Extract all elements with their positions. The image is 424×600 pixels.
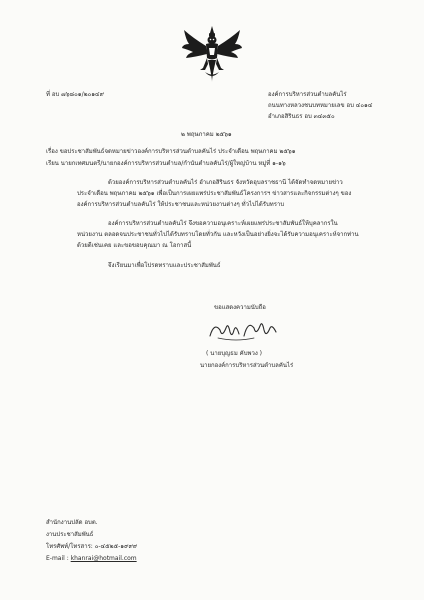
footer-office: สำนักงานปลัด อบต. — [46, 519, 98, 526]
email-link[interactable]: khanrai@hotmail.com — [70, 555, 137, 562]
org-name-line: องค์การบริหารส่วนตำบลคันไร่ — [268, 91, 347, 98]
paragraph2-line: หน่วยงาน ตลอดจนประชาชนทั่วไปได้รับทราบโดยทั่วกัน และหวังเป็นอย่างยิ่งจะได้รับความอนุเคราะห์จากท่าน — [77, 231, 359, 238]
garuda-emblem-icon — [181, 24, 243, 84]
paragraph1-line: ประจำเดือน พฤษภาคม ๒๕๖๑ เพื่อเป็นการเผยแพร่ประชาสัมพันธ์โครงการฯ ข่าวสารและกิจกรรมต่างๆ ของ — [77, 190, 352, 197]
paragraph1-line: ด้วยองค์การบริหารส่วนตำบลคันไร่ อำเภอสิรินธร จังหวัดอุบลราชธานี ได้จัดทำจดหมายข่าว — [108, 179, 343, 186]
footer-section: งานประชาสัมพันธ์ — [46, 531, 94, 538]
signatory-name: ( นายบุญธม คับพวง ) — [206, 350, 263, 357]
letter-subject: เรื่อง ขอประชาสัมพันธ์จดหมายข่าวองค์การบริหารส่วนตำบลคันไร่ ประจำเดือน พฤษภาคม ๒๕๖๑ — [46, 148, 296, 155]
org-address-line: ถนนทางหลวงชนบทหมายเลข อบ ๔๐๑๔ — [268, 102, 373, 109]
org-district-line: อำเภอสิรินธร อบ ๓๔๓๕๐ — [268, 113, 335, 120]
footer-email — [46, 554, 137, 563]
letter-date: ๒ พฤษภาคม ๒๕๖๑ — [181, 131, 232, 138]
paragraph2-line: ด้วยดีเช่นเคย และขอขอบคุณมา ณ โอกาสนี้ — [77, 242, 192, 249]
salutation: ขอแสดงความนับถือ — [214, 304, 266, 311]
email-label: E-mail : — [46, 555, 71, 562]
letter-recipient: เรียน นายกเทศมนตรี/นายกองค์การบริหารส่วนตำบล/กำนันตำบลคันไร่/ผู้ใหญ่บ้าน หมู่ที่ ๑-๑๖ — [46, 160, 286, 167]
paragraph1-line: องค์การบริหารส่วนตำบลคันไร่ ให้ประชาชนและหน่วยงานต่างๆ ทั่วไปได้รับทราบ — [77, 201, 285, 208]
closing-request: จึงเรียนมาเพื่อโปรดทราบและประชาสัมพันธ์ — [108, 262, 221, 269]
document-number: ที่ อบ ๗๖๘๐๑/๒๐๑๔๙ — [46, 91, 104, 98]
footer-phone: โทรศัพท์/โทรสาร: ๐-๔๕๒๕-๑๙๙๙ — [46, 543, 138, 550]
handwritten-signature — [206, 316, 280, 346]
paragraph2-line: องค์การบริหารส่วนตำบลคันไร่ จึงขอความอนุเคราะห์เผยแพร่ประชาสัมพันธ์ให้บุคลากรใน — [108, 220, 338, 227]
signatory-position: นายกองค์การบริหารส่วนตำบลคันไร่ — [200, 362, 294, 369]
